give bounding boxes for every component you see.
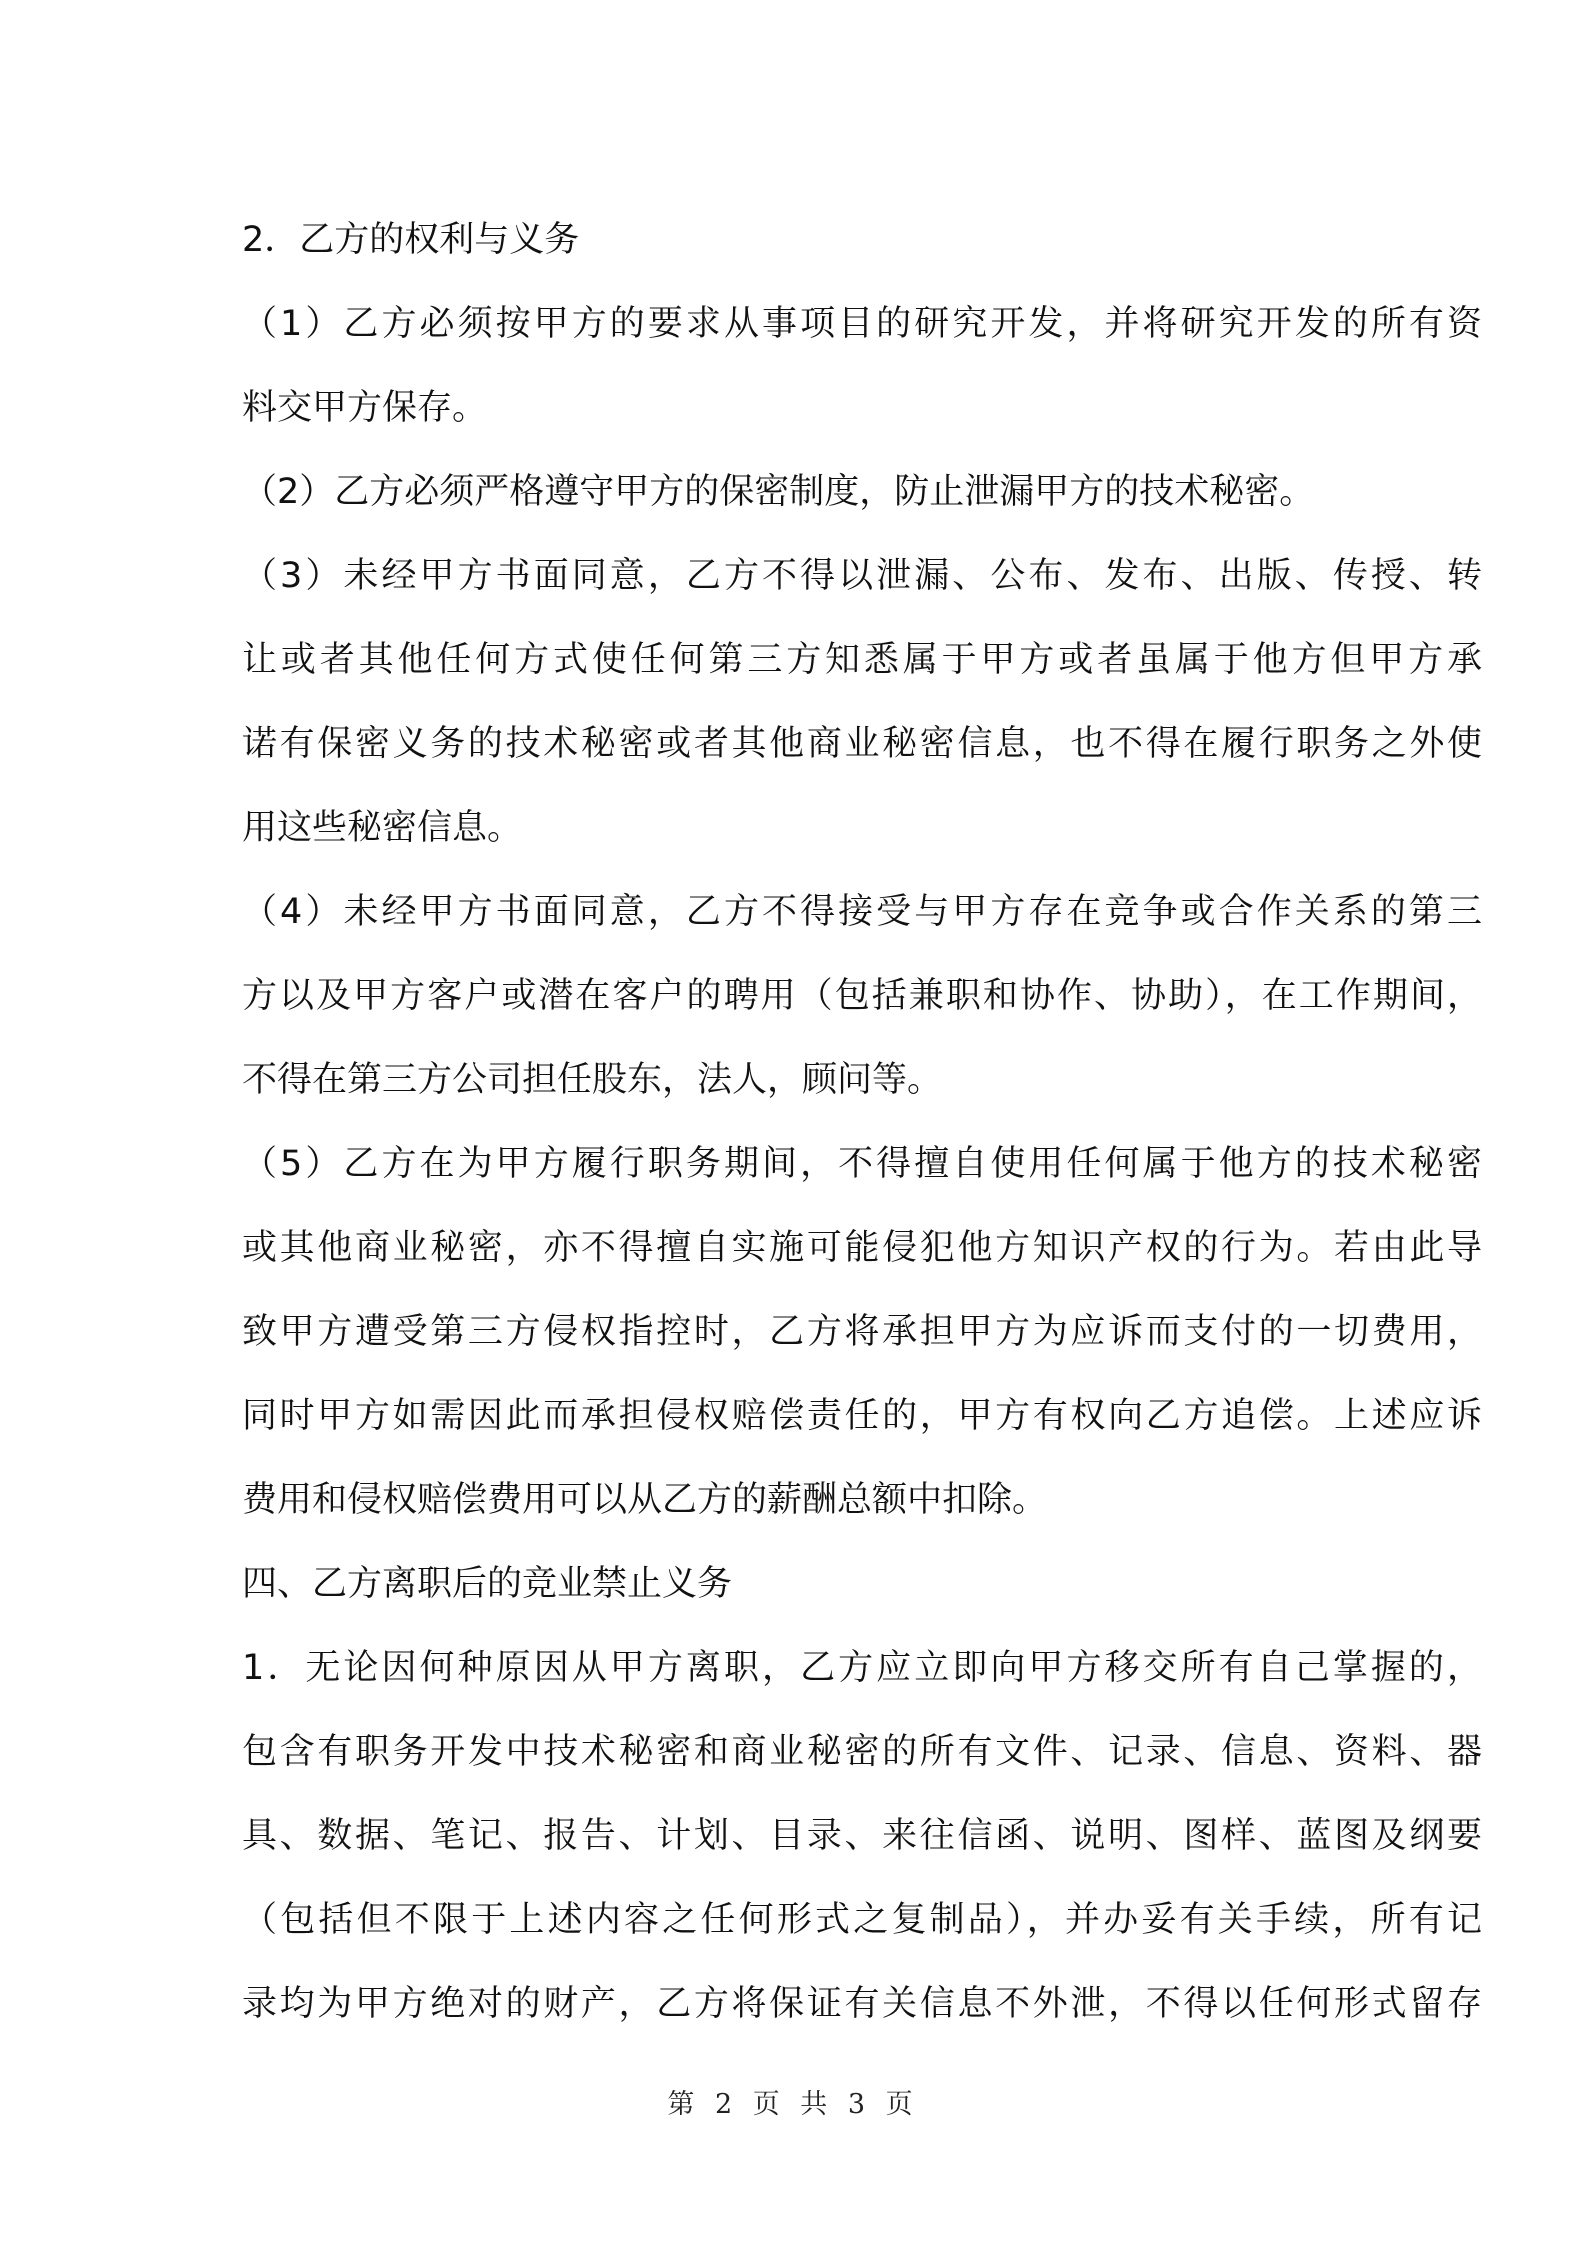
paragraph-line: 料交甲方保存。 <box>242 388 488 428</box>
paragraph-line: （5）乙方在为甲方履行职务期间，不得擅自使用任何属于他方的技术秘密 <box>242 1144 1482 1184</box>
paragraph-line: 诺有保密义务的技术秘密或者其他商业秘密信息，也不得在履行职务之外使 <box>242 724 1482 764</box>
paragraph-line: 方以及甲方客户或潜在客户的聘用（包括兼职和协作、协助），在工作期间， <box>242 976 1482 1016</box>
paragraph-line: 用这些秘密信息。 <box>242 808 523 848</box>
section-heading-rights-obligations: 2．乙方的权利与义务 <box>242 220 580 260</box>
paragraph-line: （1）乙方必须按甲方的要求从事项目的研究开发，并将研究开发的所有资 <box>242 304 1482 344</box>
section-heading-non-compete: 四、乙方离职后的竞业禁止义务 <box>242 1564 733 1604</box>
paragraph-line: （4）未经甲方书面同意，乙方不得接受与甲方存在竞争或合作关系的第三 <box>242 892 1482 932</box>
paragraph-line: 不得在第三方公司担任股东，法人，顾问等。 <box>242 1060 943 1100</box>
paragraph-line: 具、数据、笔记、报告、计划、目录、来往信函、说明、图样、蓝图及纲要 <box>242 1816 1482 1856</box>
paragraph-line: 包含有职务开发中技术秘密和商业秘密的所有文件、记录、信息、资料、器 <box>242 1732 1482 1772</box>
paragraph-line: （包括但不限于上述内容之任何形式之复制品），并办妥有关手续，所有记 <box>242 1900 1482 1940</box>
paragraph-line: 让或者其他任何方式使任何第三方知悉属于甲方或者虽属于他方但甲方承 <box>242 640 1482 680</box>
paragraph-line: 1．无论因何种原因从甲方离职，乙方应立即向甲方移交所有自己掌握的， <box>242 1648 1482 1688</box>
paragraph-line: （3）未经甲方书面同意，乙方不得以泄漏、公布、发布、出版、传授、转 <box>242 556 1482 596</box>
paragraph-line: 或其他商业秘密，亦不得擅自实施可能侵犯他方知识产权的行为。若由此导 <box>242 1228 1482 1268</box>
paragraph-line: 录均为甲方绝对的财产，乙方将保证有关信息不外泄，不得以任何形式留存 <box>242 1984 1482 2024</box>
paragraph-line: 同时甲方如需因此而承担侵权赔偿责任的，甲方有权向乙方追偿。上述应诉 <box>242 1396 1482 1436</box>
paragraph-line: 费用和侵权赔偿费用可以从乙方的薪酬总额中扣除。 <box>242 1480 1048 1520</box>
document-body <box>242 198 1482 2046</box>
paragraph-line: （2）乙方必须严格遵守甲方的保密制度，防止泄漏甲方的技术秘密。 <box>242 472 1315 512</box>
paragraph-line: 致甲方遭受第三方侵权指控时，乙方将承担甲方为应诉而支付的一切费用， <box>242 1312 1482 1352</box>
page-number-footer: 第 2 页 共 3 页 <box>667 2089 919 2120</box>
